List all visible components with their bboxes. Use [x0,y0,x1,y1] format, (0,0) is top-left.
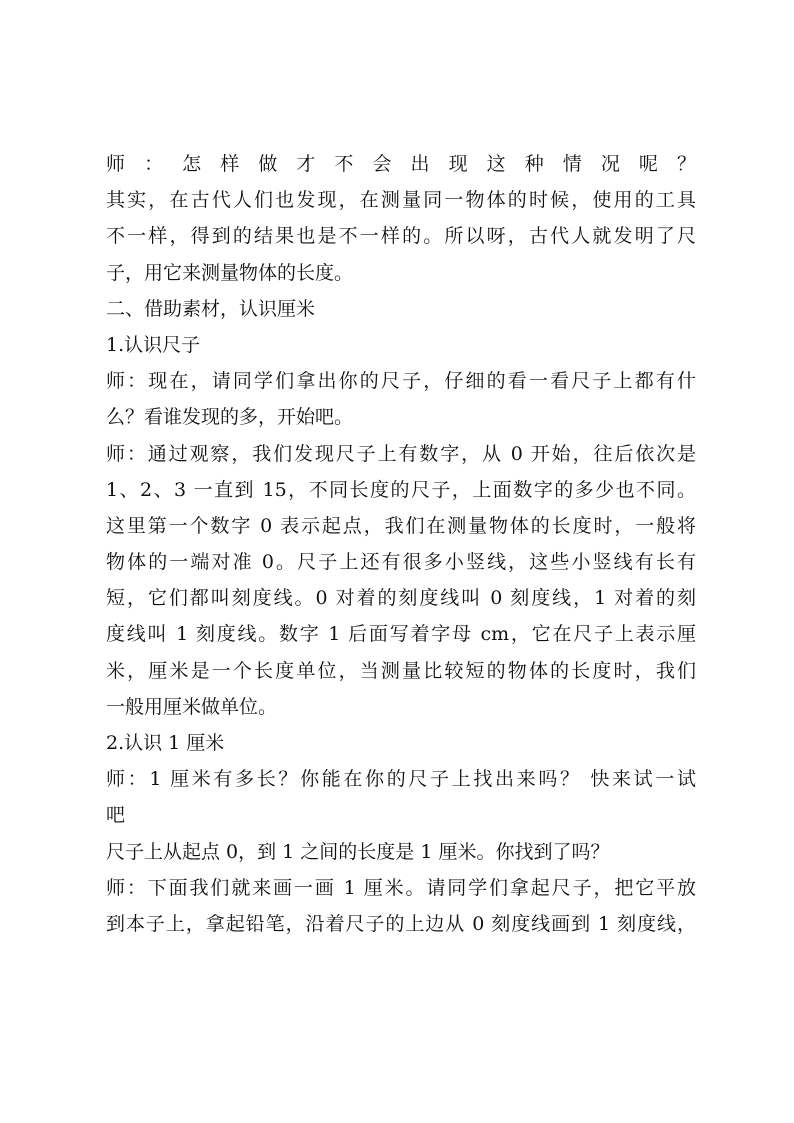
text-line: 物体的一端对准 0。尺子上还有很多小竖线，这些小竖线有长有 [106,551,696,574]
text-line: 1、2、3 一直到 15，不同长度的尺子，上面数字的多少也不同。 [106,478,696,501]
subsection-heading: 2.认识 1 厘米 [106,732,225,754]
text-line: 子，用它来测量物体的长度。 [106,261,354,284]
text-line: 米，厘米是一个长度单位，当测量比较短的物体的长度时，我们 [106,659,696,682]
text-line: 师：下面我们就来画一画 1 厘米。请同学们拿起尺子，把它平放 [106,876,696,899]
text-line: 一般用厘米做单位。 [106,695,278,718]
text-line: 师：通过观察，我们发现尺子上有数字，从 0 开始，往后依次是 [106,442,696,465]
text-line: 师：怎样做才不会出现这种情况呢？ [106,153,696,175]
text-line: 度线叫 1 刻度线。数字 1 后面写着字母 cm，它在尺子上表示厘 [106,623,696,646]
subsection-heading: 1.认识尺子 [106,333,201,356]
text-line: 师：现在，请同学们拿出你的尺子，仔细的看一看尺子上都有什 [106,370,696,393]
text-line: 么？看谁发现的多，开始吧。 [106,406,354,429]
section-heading: 二、借助素材，认识厘米 [106,297,316,320]
document-body [106,146,696,942]
text-line: 其实，在古代人们也发现，在测量同一物体的时候，使用的工具 [106,189,696,212]
text-line: 不一样，得到的结果也是不一样的。所以呀，古代人就发明了尺 [106,225,696,248]
text-line: 短，它们都叫刻度线。0 对着的刻度线叫 0 刻度线，1 对着的刻 [106,587,696,610]
text-line: 到本子上，拿起铅笔，沿着尺子的上边从 0 刻度线画到 1 刻度线， [106,912,696,935]
text-line: 尺子上从起点 0，到 1 之间的长度是 1 厘米。你找到了吗？ [106,840,610,863]
text-line: 吧 [106,804,126,827]
text-line: 这里第一个数字 0 表示起点，我们在测量物体的长度时，一般将 [106,514,696,537]
text-line: 师：1 厘米有多长？你能在你的尺子上找出来吗？ 快来试一试 [106,768,696,791]
